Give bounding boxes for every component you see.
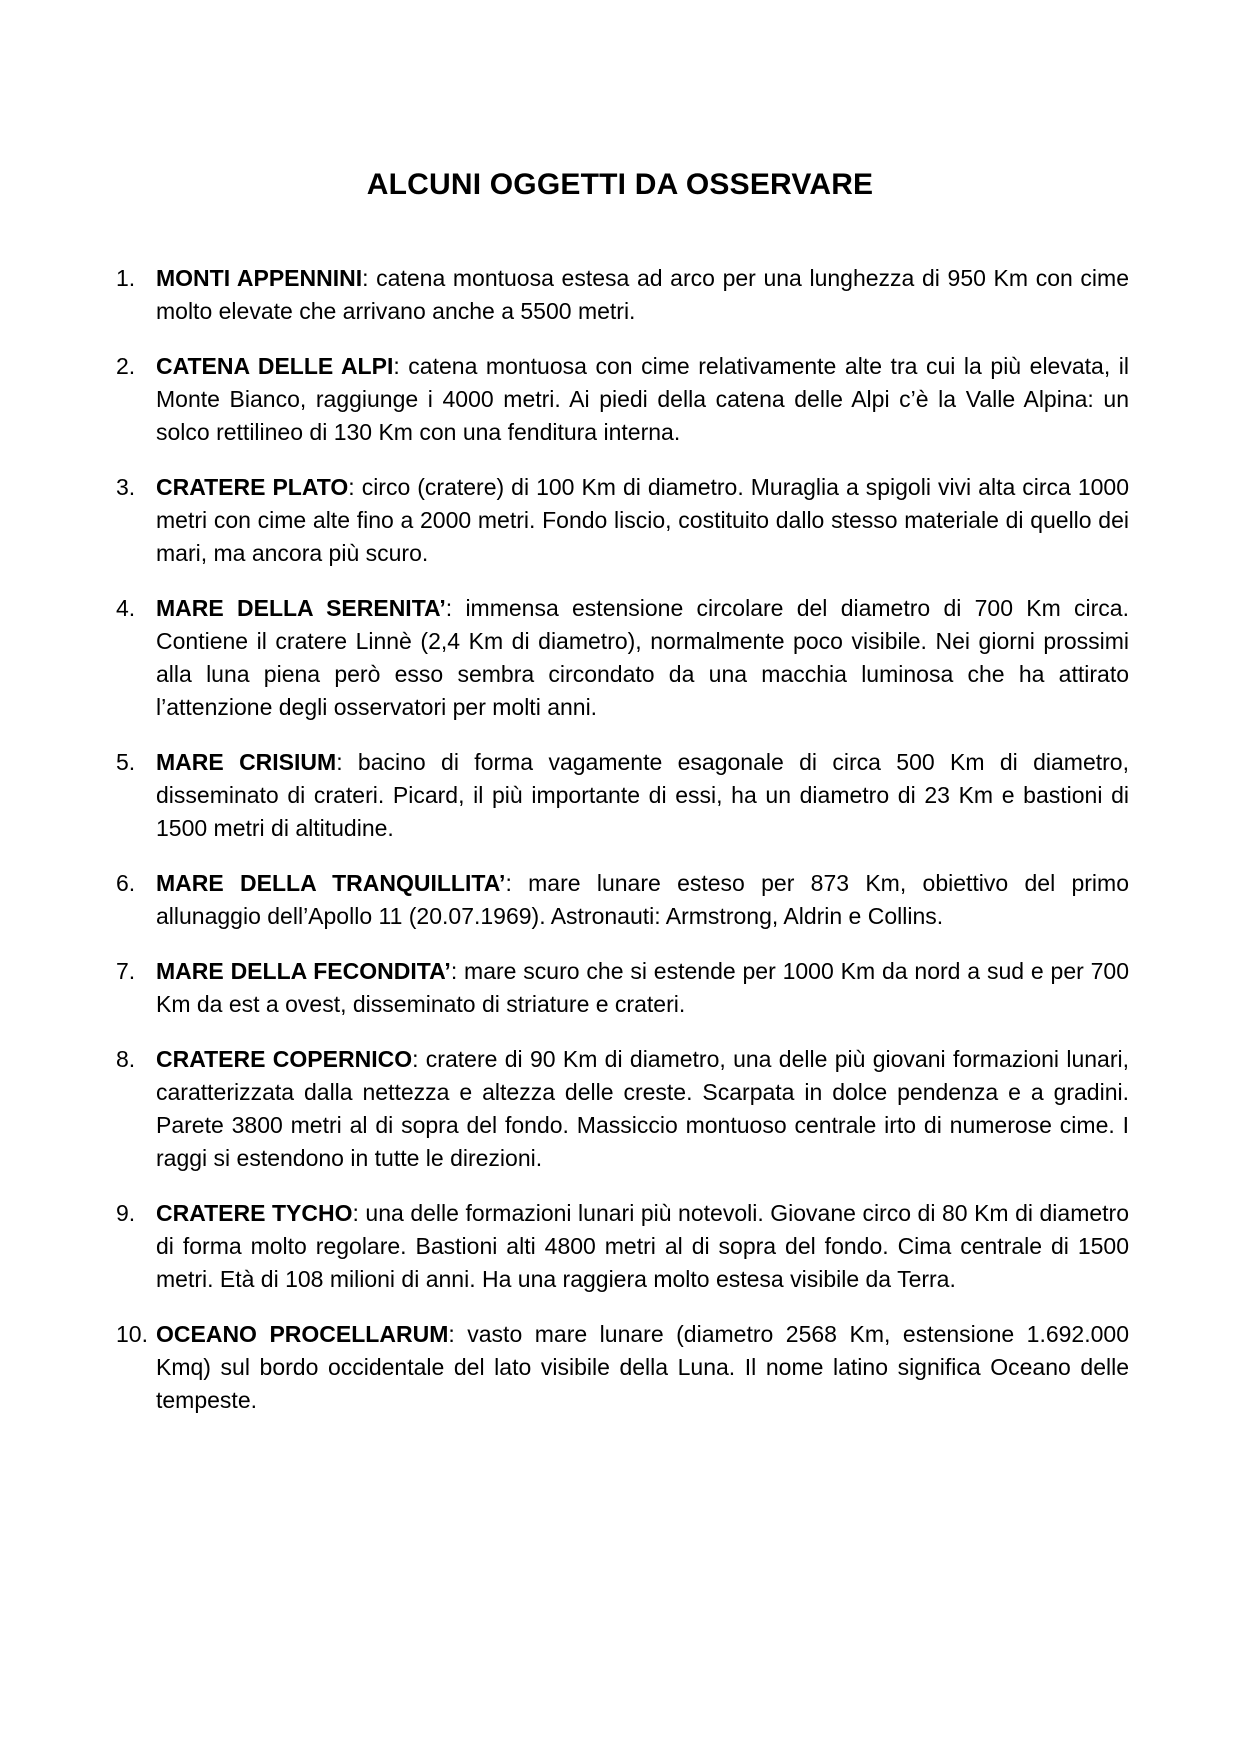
item-description: : mare lunare esteso per 873 Km, obiettivo del primo allunaggio dell’Apollo 11 (20.07.1969). Astronauti: Armstrong, Aldrin e Collins.: [156, 870, 1129, 929]
item-number: 2.: [116, 353, 136, 379]
item-description: : bacino di forma vagamente esagonale di circa 500 Km di diametro, disseminato di crateri. Picard, il più importante di essi, ha un diametro di 23 Km e bastioni di 1500 metri di altitudine.: [156, 749, 1129, 841]
item-number: 3.: [116, 474, 136, 500]
item-name: OCEANO PROCELLARUM: [156, 1321, 449, 1347]
objects-list: [116, 262, 1129, 1439]
item-name: MARE CRISIUM: [156, 749, 337, 775]
item-description: : vasto mare lunare (diametro 2568 Km, estensione 1.692.000 Kmq) sul bordo occidentale del lato visibile della Luna. Il nome latino significa Oceano delle tempeste.: [156, 1321, 1129, 1413]
list-item: [116, 350, 1129, 449]
item-text: [156, 955, 1129, 1021]
item-number: 6.: [116, 870, 136, 896]
item-text: [156, 262, 1129, 328]
item-name: CATENA DELLE ALPI: [156, 353, 394, 379]
item-name: MARE DELLA TRANQUILLITA’: [156, 870, 506, 896]
item-number: 5.: [116, 749, 136, 775]
list-item: [116, 955, 1129, 1021]
item-text: [156, 746, 1129, 845]
item-description: : catena montuosa estesa ad arco per una lunghezza di 950 Km con cime molto elevate che arrivano anche a 5500 metri.: [156, 265, 1129, 324]
list-item: [116, 1318, 1129, 1417]
item-number: 7.: [116, 958, 136, 984]
item-description: : catena montuosa con cime relativamente alte tra cui la più elevata, il Monte Bianco, raggiunge i 4000 metri. Ai piedi della catena delle Alpi c’è la Valle Alpina: un solco rettilineo di 130 Km con una fenditura interna.: [156, 353, 1130, 445]
item-description: : circo (cratere) di 100 Km di diametro. Muraglia a spigoli vivi alta circa 1000 metri con cime alte fino a 2000 metri. Fondo liscio, costituito dallo stesso materiale di quello dei mari, ma ancora più scuro.: [156, 474, 1129, 566]
item-number: 9.: [116, 1200, 136, 1226]
item-description: : immensa estensione circolare del diametro di 700 Km circa. Contiene il cratere Linnè (2,4 Km di diametro), normalmente poco visibile. Nei giorni prossimi alla luna piena però esso sembra circondato da una macchia luminosa che ha attirato l’attenzione degli osservatori per molti anni.: [156, 595, 1129, 720]
item-name: MARE DELLA FECONDITA’: [156, 958, 451, 984]
item-text: [156, 1318, 1129, 1417]
list-item: [116, 1197, 1129, 1296]
item-description: : mare scuro che si estende per 1000 Km da nord a sud e per 700 Km da est a ovest, disseminato di striature e crateri.: [156, 958, 1129, 1017]
list-item: [116, 746, 1129, 845]
item-description: : cratere di 90 Km di diametro, una delle più giovani formazioni lunari, caratterizzata dalla nettezza e altezza delle creste. Scarpata in dolce pendenza e a gradini. Parete 3800 metri al di sopra del fondo. Massiccio montuoso centrale irto di numerose cime. I raggi si estendono in tutte le direzioni.: [156, 1046, 1130, 1171]
item-name: CRATERE PLATO: [156, 474, 349, 500]
item-text: [156, 350, 1129, 449]
item-name: CRATERE COPERNICO: [156, 1046, 413, 1072]
item-text: [156, 1197, 1129, 1296]
item-name: MONTI APPENNINI: [156, 265, 363, 291]
list-item: [116, 471, 1129, 570]
item-description: : una delle formazioni lunari più notevoli. Giovane circo di 80 Km di diametro di forma molto regolare. Bastioni alti 4800 metri al di sopra del fondo. Cima centrale di 1500 metri. Età di 108 milioni di anni. Ha una raggiera molto estesa visibile da Terra.: [156, 1200, 1130, 1292]
item-text: [156, 592, 1129, 724]
list-item: [116, 592, 1129, 724]
item-text: [156, 1043, 1129, 1175]
item-number: 8.: [116, 1046, 136, 1072]
item-number: 10.: [116, 1321, 148, 1347]
list-item: [116, 262, 1129, 328]
item-name: MARE DELLA SERENITA’: [156, 595, 446, 621]
item-number: 4.: [116, 595, 136, 621]
list-item: [116, 867, 1129, 933]
item-text: [156, 867, 1129, 933]
list-item: [116, 1043, 1129, 1175]
page-title: ALCUNI OGGETTI DA OSSERVARE: [366, 168, 874, 202]
item-name: CRATERE TYCHO: [156, 1200, 353, 1226]
item-text: [156, 471, 1129, 570]
item-number: 1.: [116, 265, 136, 291]
